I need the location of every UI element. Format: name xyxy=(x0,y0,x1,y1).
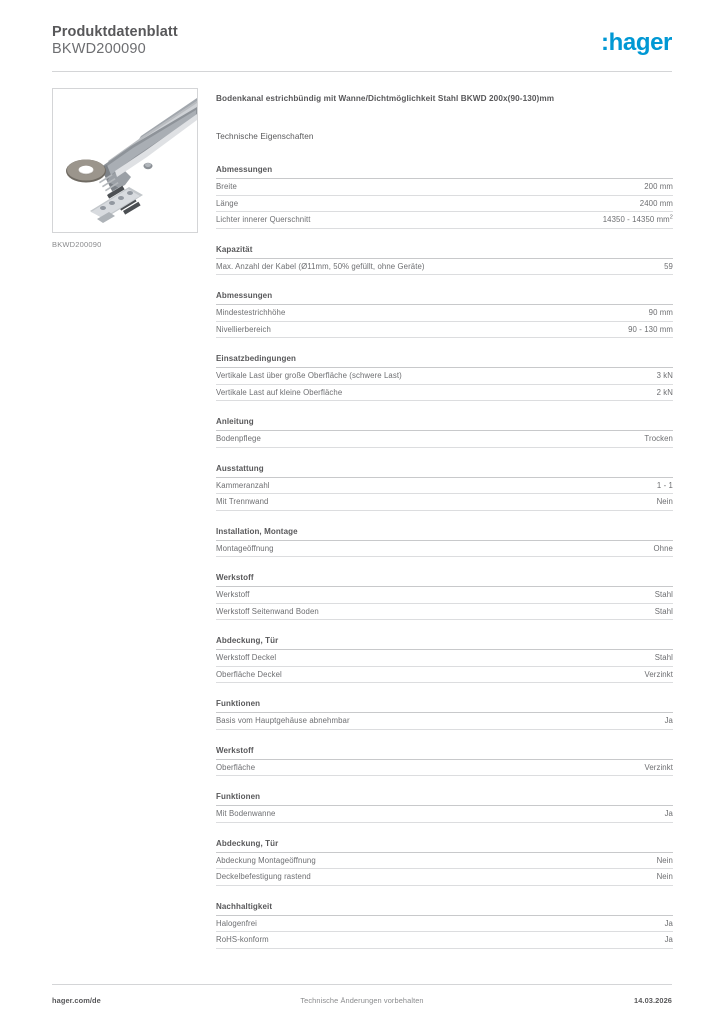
spec-row-label: Werkstoff xyxy=(216,590,250,599)
spec-section xyxy=(216,791,673,823)
footer-divider xyxy=(52,984,672,985)
spec-row xyxy=(216,431,673,448)
spec-section xyxy=(216,290,673,338)
spec-row-label: Halogenfrei xyxy=(216,918,257,928)
spec-row xyxy=(216,667,673,684)
spec-section xyxy=(216,838,673,886)
spec-row-label: Basis vom Hauptgehäuse abnehmbar xyxy=(216,716,350,725)
spec-row-value: 1 - 1 xyxy=(656,480,673,490)
spec-row-label: RoHS-konform xyxy=(216,935,269,944)
spec-row-label: Montageöffnung xyxy=(216,543,274,553)
product-photo-icon xyxy=(53,89,197,232)
header-divider xyxy=(52,71,672,72)
spec-row-label: Deckelbefestigung rastend xyxy=(216,872,311,881)
page-title: Produktdatenblatt xyxy=(52,24,178,40)
spec-row xyxy=(216,587,673,604)
spec-section-title: Kapazität xyxy=(216,244,673,259)
footer-website[interactable]: hager.com/de xyxy=(52,996,101,1005)
technical-properties-heading: Technische Eigenschaften xyxy=(216,132,314,141)
spec-row xyxy=(216,212,673,229)
spec-row-label: Abdeckung Montageöffnung xyxy=(216,855,316,865)
hager-logo: :hager xyxy=(601,29,672,56)
spec-section-title: Nachhaltigkeit xyxy=(216,901,673,916)
spec-row-label: Werkstoff Deckel xyxy=(216,653,277,662)
spec-row-value: Stahl xyxy=(654,606,673,616)
spec-row-value: 14350 - 14350 $mm^2$ xyxy=(602,214,673,224)
spec-section-title: Installation, Montage xyxy=(216,526,673,541)
spec-row xyxy=(216,541,673,558)
spec-row-label: Max. Anzahl der Kabel (Ø11mm, 50% gefüllt, ohne Geräte) xyxy=(216,261,425,271)
spec-row-value: 3 kN xyxy=(656,371,673,380)
spec-row-value: Ohne xyxy=(653,543,673,553)
spec-section xyxy=(216,901,673,949)
spec-row-label: Mit Trennwand xyxy=(216,497,269,506)
spec-row-label: Breite xyxy=(216,182,237,191)
spec-section xyxy=(216,572,673,620)
spec-section-title: Abmessungen xyxy=(216,164,673,179)
spec-row-value: 2 kN xyxy=(656,387,673,397)
spec-row-value: Verzinkt xyxy=(644,762,673,772)
spec-section-title: Anleitung xyxy=(216,416,673,431)
spec-section-title: Funktionen xyxy=(216,791,673,806)
spec-row-label: Lichter innerer Querschnitt xyxy=(216,215,311,224)
spec-row-label: Bodenpflege xyxy=(216,434,261,443)
spec-row-label: Werkstoff Seitenwand Boden xyxy=(216,606,319,616)
spec-row-value: 2400 mm xyxy=(639,198,673,208)
spec-section-title: Werkstoff xyxy=(216,745,673,760)
spec-row-value: Ja xyxy=(664,809,673,818)
spec-row-value: 90 - 130 mm xyxy=(628,324,673,334)
spec-row xyxy=(216,368,673,385)
spec-row-value: 90 mm xyxy=(648,308,673,317)
spec-row xyxy=(216,494,673,511)
spec-row xyxy=(216,478,673,495)
spec-row-value: Stahl xyxy=(654,590,673,599)
product-image-frame xyxy=(52,88,198,233)
header-titles xyxy=(52,24,178,58)
spec-row-label: Nivellierbereich xyxy=(216,324,271,334)
spec-row-value: Nein xyxy=(656,855,673,865)
spec-section xyxy=(216,698,673,730)
spec-row xyxy=(216,196,673,213)
spec-section-title: Ausstattung xyxy=(216,463,673,478)
spec-section-title: Einsatzbedingungen xyxy=(216,353,673,368)
spec-section xyxy=(216,745,673,777)
page-footer xyxy=(52,996,672,1010)
spec-row xyxy=(216,650,673,667)
main-content xyxy=(216,93,673,949)
spec-row-label: Vertikale Last auf kleine Oberfläche xyxy=(216,387,343,397)
spec-row xyxy=(216,869,673,886)
product-description-heading: Bodenkanal estrichbündig mit Wanne/Dichtmöglichkeit Stahl BKWD 200x(90-130)mm xyxy=(216,94,555,103)
spec-row-value: 200 mm xyxy=(644,182,673,191)
spec-row-label: Vertikale Last über große Oberfläche (schwere Last) xyxy=(216,371,402,380)
spec-row-value: Stahl xyxy=(654,653,673,662)
spec-row-label: Oberfläche Deckel xyxy=(216,669,282,679)
spec-row-value: Trocken xyxy=(644,434,673,443)
spec-section-title: Funktionen xyxy=(216,698,673,713)
spec-row xyxy=(216,604,673,621)
spec-section xyxy=(216,635,673,683)
spec-row-label: Mit Bodenwanne xyxy=(216,809,276,818)
spec-row xyxy=(216,760,673,777)
spec-row xyxy=(216,259,673,276)
spec-section xyxy=(216,526,673,558)
spec-section xyxy=(216,164,673,229)
spec-row xyxy=(216,713,673,730)
spec-row xyxy=(216,806,673,823)
spec-section xyxy=(216,353,673,401)
spec-row xyxy=(216,853,673,870)
spec-row xyxy=(216,322,673,339)
spec-row-label: Länge xyxy=(216,198,239,208)
page-header xyxy=(52,24,672,70)
spec-row-value: Verzinkt xyxy=(644,669,673,679)
spec-row-label: Oberfläche xyxy=(216,762,256,772)
footer-disclaimer: Technische Änderungen vorbehalten xyxy=(300,996,424,1005)
spec-section-title: Werkstoff xyxy=(216,572,673,587)
spec-row-value: 59 xyxy=(664,261,673,271)
spec-row-value: Ja xyxy=(664,935,673,944)
spec-row-value: Ja xyxy=(664,918,673,928)
spec-row-label: Kammeranzahl xyxy=(216,480,270,490)
spec-sections xyxy=(216,164,673,949)
spec-row xyxy=(216,179,673,196)
spec-section xyxy=(216,244,673,276)
spec-row-value: Nein xyxy=(656,872,673,881)
spec-row xyxy=(216,305,673,322)
spec-row-value: Nein xyxy=(656,497,673,506)
spec-section xyxy=(216,416,673,448)
spec-row xyxy=(216,932,673,949)
spec-row xyxy=(216,916,673,933)
spec-row xyxy=(216,385,673,402)
spec-section-title: Abdeckung, Tür xyxy=(216,635,673,650)
footer-date: 14.03.2026 xyxy=(634,996,672,1005)
spec-section-title: Abdeckung, Tür xyxy=(216,838,673,853)
spec-section xyxy=(216,463,673,511)
spec-section-title: Abmessungen xyxy=(216,290,673,305)
spec-row-label: Mindestestrichhöhe xyxy=(216,308,286,317)
product-reference: BKWD200090 xyxy=(52,41,146,57)
product-image-block xyxy=(52,88,200,249)
product-image-caption: BKWD200090 xyxy=(52,240,102,249)
spec-row-value: Ja xyxy=(664,716,673,725)
